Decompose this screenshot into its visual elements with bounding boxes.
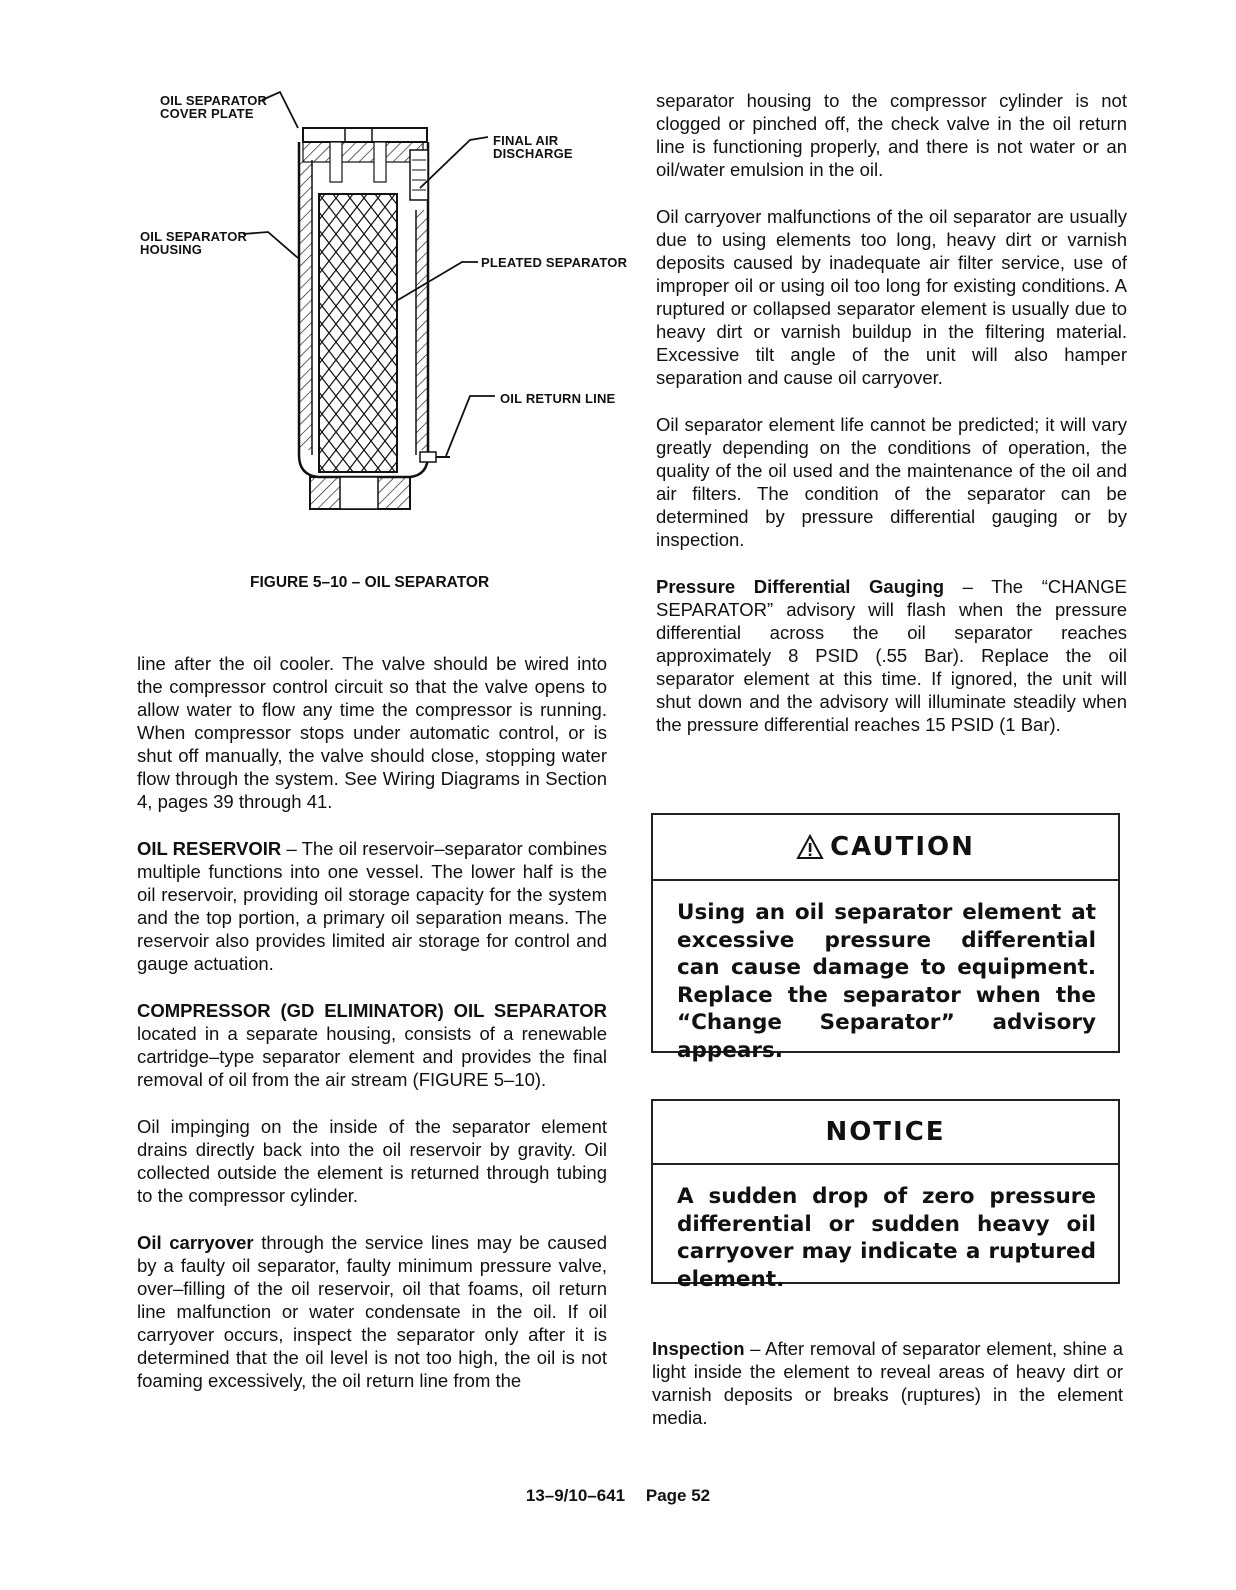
- notice-text: A sudden drop of zero pressure differential or sudden heavy oil carryover may indicate a ruptured element.: [677, 1184, 1096, 1292]
- page-footer: [0, 1486, 1236, 1506]
- paragraph-separator-housing: separator housing to the compressor cylinder is not clogged or pinched off, the check valve in the oil return line is functioning properly, and there is not water or an oil/water emulsion in the oil.: [656, 90, 1127, 180]
- heading-oil-carryover: Oil carryover: [137, 1232, 254, 1253]
- text-compressor-separator: located in a separate housing, consists of a renewable cartridge–type separator element and provides the final removal of oil from the air stream (FIGURE 5–10).: [137, 1023, 607, 1090]
- notice-box: [651, 1099, 1120, 1292]
- warning-triangle-icon: [796, 834, 824, 860]
- page-number: Page 52: [645, 1486, 711, 1505]
- cover-plate: [303, 128, 427, 142]
- label-cover-plate: [160, 94, 267, 120]
- pleated-element: [319, 194, 397, 472]
- label-oil-return-line: OIL RETURN LINE: [500, 391, 616, 406]
- heading-oil-reservoir: OIL RESERVOIR: [137, 838, 282, 859]
- label-housing-line2: HOUSING: [140, 242, 203, 257]
- paragraph-oil-impinging: Oil impinging on the inside of the separator element drains directly back into the oil reservoir by gravity. Oil collected outside the element is returned through tubing to the compressor cylinder.: [137, 1116, 607, 1206]
- notice-header: [653, 1101, 1118, 1165]
- right-column-top: [656, 89, 1127, 760]
- right-column-bottom: [652, 1337, 1123, 1453]
- paragraph-oil-carryover: [137, 1231, 607, 1392]
- paragraph-element-life: Oil separator element life cannot be predicted; it will vary greatly depending on the conditions of operation, the quality of the oil used and the maintenance of the oil and air filters. The condition of the separator can be determined by pressure differential gauging or by inspection.: [656, 414, 1127, 550]
- notice-title: NOTICE: [825, 1117, 946, 1147]
- paragraph-oil-reservoir: [137, 837, 607, 975]
- paragraph-water-valve: line after the oil cooler. The valve should be wired into the compressor control circuit so that the valve opens to allow water to flow any time the compressor is running. When compressor stops under automatic control, or is shut off manually, the valve should close, stopping water flow through the system. See Wiring Diagrams in Section 4, pages 39 through 41.: [137, 653, 607, 812]
- paragraph-pressure-gauging: [656, 575, 1127, 736]
- heading-inspection: Inspection: [652, 1338, 745, 1359]
- label-housing-line1: OIL SEPARATOR: [140, 229, 248, 244]
- caution-text: Using an oil separator element at excessive pressure differential can cause damage to equipment. Replace the separator when the “Change Separator” advisory appears.: [677, 900, 1096, 1063]
- paragraph-inspection: [652, 1337, 1123, 1429]
- figure-caption: FIGURE 5–10 – OIL SEPARATOR: [250, 574, 490, 591]
- text-pressure-gauging: – The “CHANGE SEPARATOR” advisory will flash when the pressure differential across the oil separator reaches approximately 8 PSID (.55 Bar). Replace the oil separator element at this time. If ignored, the unit will shut down and the advisory will illuminate steadily when the pressure differential reaches 15 PSID (1 Bar).: [656, 576, 1128, 735]
- text-oil-reservoir: – The oil reservoir–separator combines multiple functions into one vessel. The lower half is the oil reservoir, providing oil storage capacity for the system and the top portion, a primary oil separation means. The reservoir also provides limited air storage for control and gauge actuation.: [137, 838, 607, 974]
- label-final-air-line1: FINAL AIR: [493, 133, 559, 148]
- label-cover-plate-line2: COVER PLATE: [160, 106, 254, 121]
- label-cover-plate-line1: OIL SEPARATOR: [160, 93, 268, 108]
- caution-header: [653, 815, 1118, 881]
- left-column: [137, 652, 607, 1416]
- label-final-air: [493, 134, 573, 160]
- label-pleated-separator: PLEATED SEPARATOR: [481, 255, 628, 270]
- text-inspection: – After removal of separator element, shine a light inside the element to reveal areas of heavy dirt or varnish deposits or breaks (ruptures) in the element media.: [652, 1338, 1123, 1428]
- heading-compressor-separator: COMPRESSOR (GD ELIMINATOR) OIL SEPARATOR: [137, 1000, 607, 1021]
- oil-return-fitting: [420, 452, 436, 462]
- label-final-air-line2: DISCHARGE: [493, 146, 573, 161]
- caution-box: [651, 813, 1120, 1063]
- caution-title: CAUTION: [830, 832, 975, 862]
- paragraph-carryover-malfunctions: Oil carryover malfunctions of the oil separator are usually due to using elements too long, heavy dirt or varnish deposits caused by inadequate air filter service, use of improper oil or using oil too long for existing conditions. A ruptured or collapsed separator element is usually due to heavy dirt or varnish buildup in the filtering material. Excessive tilt angle of the unit will also hamper separation and cause oil carryover.: [656, 206, 1127, 388]
- text-oil-carryover: through the service lines may be caused by a faulty oil separator, faulty minimum pressure valve, over–filling of the oil reservoir, oil that foams, oil return line malfunction or water condensate in the oil. If oil carryover occurs, inspect the separator only after it is determined that the oil level is not too high, the oil is not foaming excessively, the oil return line from the: [137, 1232, 607, 1391]
- doc-number: 13–9/10–641: [525, 1486, 626, 1505]
- label-housing: [140, 230, 247, 256]
- heading-pressure-gauging: Pressure Differential Gauging: [656, 576, 945, 597]
- paragraph-compressor-separator: [137, 999, 607, 1091]
